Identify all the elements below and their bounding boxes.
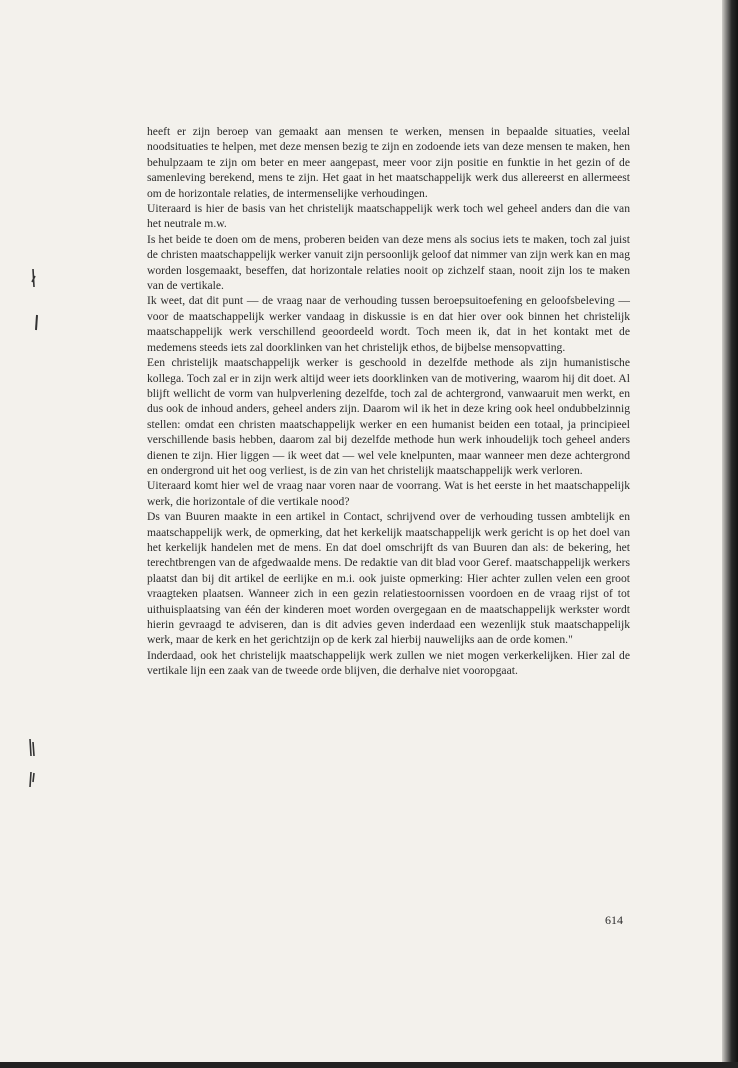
paragraph: Een christelijk maatschappelijk werker is geschoold in dezelfde methode als zijn humanistische kollega. Toch zal er in zijn werk altijd weer iets doorklinken van de motivering, waarom hij dit doet. Al blijft wellicht de vorm van hulpverlening dezelfde, toch zal de achtergrond, vanwaaruit men werkt, en dus ook de inhoud anders, geheel anders zijn. Daarom wil ik het in deze kring ook heel ondubbelzinnig stellen: omdat een christen maatschappelijk werker en een humanist beiden een totaal, ja principieel verschillende basis hebben, daarom zal bij dezelfde methode hun werk inhoudelijk toch geheel anders dienen te zijn. Hier liggen — ik weet dat — wel vele knelpunten, maar wanneer men deze achtergrond en ondergrond uit het oog verliest, is de zin van het christelijk maatschappelijk werk verloren.: [147, 356, 630, 477]
paragraph: Ik weet, dat dit punt — de vraag naar de verhouding tussen beroepsuitoefening en geloofsbeleving — voor de maatschappelijk werker vandaag in diskussie is en dat hier over ook binnen het christelijk maatschappelijk werk verschillend geoordeeld wordt. Toch meen ik, dat in het kontakt met de medemens steeds iets zal doorklinken van het christelijk ethos, de bijbelse mensopvatting.: [147, 294, 630, 354]
paragraph: heeft er zijn beroep van gemaakt aan mensen te werken, mensen in bepaalde situaties, veelal noodsituaties te helpen, met deze mensen bezig te zijn en zodoende iets van deze mensen te maken, hen behulpzaam te zijn om beter en meer aangepast, meer voor zijn positie en funktie in het gezin of de samenleving berekend, mens te zijn. Het gaat in het maatschappelijk werk dus allereerst en allermeest om de horizontale relaties, de intermenselijke verhoudingen.: [147, 125, 630, 200]
binding-mark-icon: [33, 313, 41, 333]
body-text: [147, 124, 630, 679]
paragraph: Inderdaad, ook het christelijk maatschappelijk werk zullen we niet mogen verkerkelijken. Hier zal de vertikale lijn een zaak van de tweede orde blijven, die derhalve niet vooropgaat.: [147, 648, 630, 678]
page-number: 614: [605, 913, 623, 927]
paragraph: Uiteraard is hier de basis van het christelijk maatschappelijk werk toch wel geheel anders dan die van het neutrale m.w.: [147, 202, 630, 231]
page-edge-shadow: [722, 0, 738, 1068]
paragraph: Is het beide te doen om de mens, proberen beiden van deze mens als socius iets te maken, toch zal juist de christen maatschappelijk werker vanuit zijn persoonlijk geloof dat nimmer van zijn werk kan en mag worden losgemaakt, beseffen, dat horizontale relaties nooit op zichzelf staan, nooit zijn los te maken van de vertikale.: [147, 232, 630, 293]
paragraph: Uiteraard komt hier wel de vraag naar voren naar de voorrang. Wat is het eerste in het maatschappelijk werk, die horizontale of die vertikale nood?: [147, 479, 630, 508]
page-bottom-shadow: [0, 1062, 738, 1068]
binding-mark-icon: [30, 268, 38, 288]
binding-mark-icon: [28, 770, 36, 790]
paragraph: Ds van Buuren maakte in een artikel in Contact, schrijvend over de verhouding tussen ambtelijk en maatschappelijk werk, de opmerking, dat het kerkelijk maatschappelijk werk gericht is op het doel van het kerkelijk handelen met de mens. En dat doel omschrijft ds van Buuren dan als: de bekering, het terechtbrengen van de afgedwaalde mens. De redaktie van dit blad voor Geref. maatschappelijk werkers plaatst dan bij dit artikel de eerlijke en m.i. ook juiste opmerking: Hier achter zullen velen een groot vraagteken plaatsen. Wanneer zich in een gezin relatiestoornissen voordoen en de vraag rijst of tot uithuisplaatsing van één der kinderen moet worden overgegaan en de maatschappelijk werkster wordt hierin gevraagd te adviseren, dan is dit advies geven inderdaad een wezenlijk stuk maatschappelijk werk, maar de kerk en het gerichtzijn op de kerk zal hierbij nauwelijks aan de orde komen.": [147, 510, 630, 647]
binding-mark-icon: [28, 738, 36, 758]
